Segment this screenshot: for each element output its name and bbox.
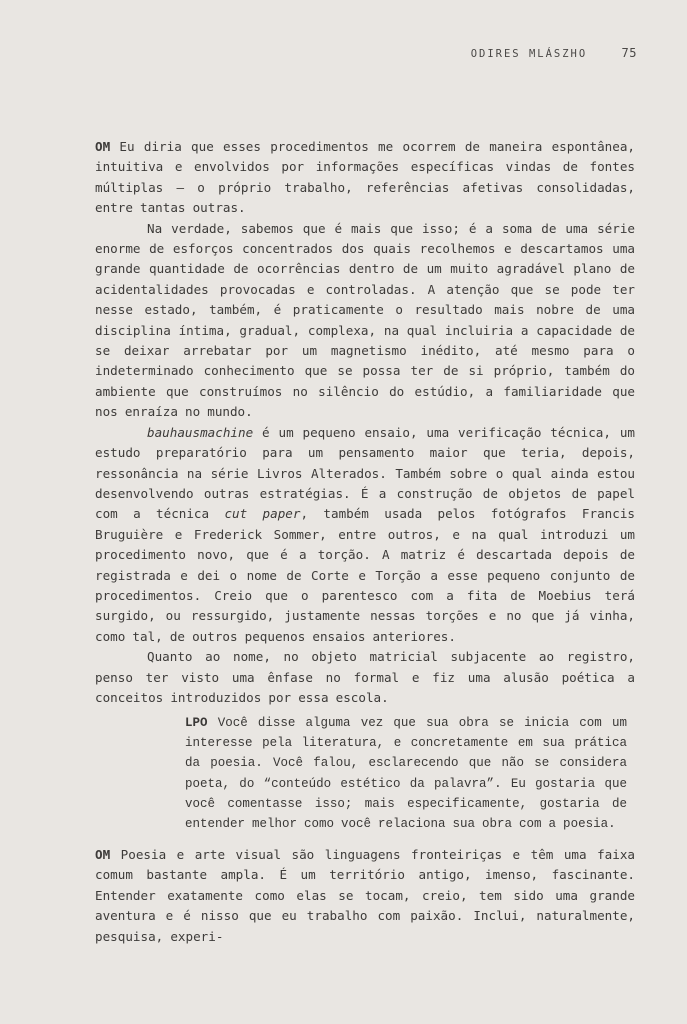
answer-paragraph <box>95 845 635 947</box>
answer-block-1 <box>95 137 635 708</box>
page-number: 75 <box>621 46 637 60</box>
speaker-label: OM <box>95 139 111 154</box>
technique-term: cut paper <box>224 506 301 522</box>
question-paragraph <box>185 713 627 834</box>
speaker-label: OM <box>95 847 111 862</box>
answer-paragraph-4: Quanto ao nome, no objeto matricial subjacente ao registro, penso ter visto uma ênfase no formal e fiz uma alusão poética a conceitos introduzidos por essa escola. <box>95 649 635 705</box>
answer-text: é um pequeno ensaio, uma verificação técnica, um estudo preparatório para um pensamento maior que teria, depois, ressonância na série Livros Alterados. Também sobre o qual ainda estou desenvolvendo outras estratégias. É a construção de objetos de papel com a técnica <box>95 424 635 522</box>
header-author: ODIRES MLÁSZHO <box>470 48 588 60</box>
question-block <box>185 713 627 834</box>
speaker-label: LPO <box>185 716 208 730</box>
answer-text: Poesia e arte visual são linguagens fronteiriças e têm uma faixa comum bastante ampla. É um território antigo, imenso, fascinante. Entender exatamente como elas se tocam, creio, tem sido uma grande aventura e é nisso que eu trabalho com paixão. Inclui, naturalmente, pesquisa, experi- <box>95 847 635 944</box>
question-text: Você disse alguma vez que sua obra se inicia com um interesse pela literatura, e concretamente em sua prática da poesia. Você falou, esclarecendo que não se considera poeta, do “conteúdo estético da palavra”. Eu gostaria que você comentasse isso; mais especificamente, gostaria de entender melhor como você relaciona sua obra com a poesia. <box>185 716 627 832</box>
answer-text: Eu diria que esses procedimentos me ocorrem de maneira espontânea, intuitiva e envolvidos por informações específicas vindas de fontes múltiplas – o próprio trabalho, referências afetivas consolidadas, entre tantas outras. <box>95 139 635 216</box>
answer-block-2 <box>95 845 635 947</box>
answer-paragraph-2: Na verdade, sabemos que é mais que isso; é a soma de uma série enorme de esforços concentrados dos quais recolhemos e descartamos uma grande quantidade de ocorrências dentro de um muito agradável plano de acidentalidades provocadas e controladas. A atenção que se pode ter nesse estado, também, é praticamente o resultado mais nobre de uma disciplina íntima, gradual, complexa, na qual incluiria a capacidade de se deixar arrebatar por um magnetismo inédito, até mesmo para o indeterminado conhecimento que se possa ter de si próprio, também do ambiente que construímos no silêncio do estúdio, a familiaridade que nos enraíza no mundo. <box>95 220 635 420</box>
answer-paragraph-3 <box>95 423 635 647</box>
answer-text: , também usada pelos fotógrafos Francis Bruguière e Frederick Sommer, entre outros, e na qual introduzi um procedimento novo, que é a torção. A matriz é descartada depois de registrada e dei o nome de Corte e Torção a esse pequeno conjunto de procedimentos. Creio que o parentesco com a fita de Moebius terá surgido, ou ressurgido, justamente nessas torções e no que já vinha, como tal, de outros pequenos ensaios anteriores. <box>95 506 635 644</box>
work-title: bauhausmachine <box>147 424 254 440</box>
answer-paragraph-1 <box>95 137 635 219</box>
running-header <box>471 46 637 60</box>
